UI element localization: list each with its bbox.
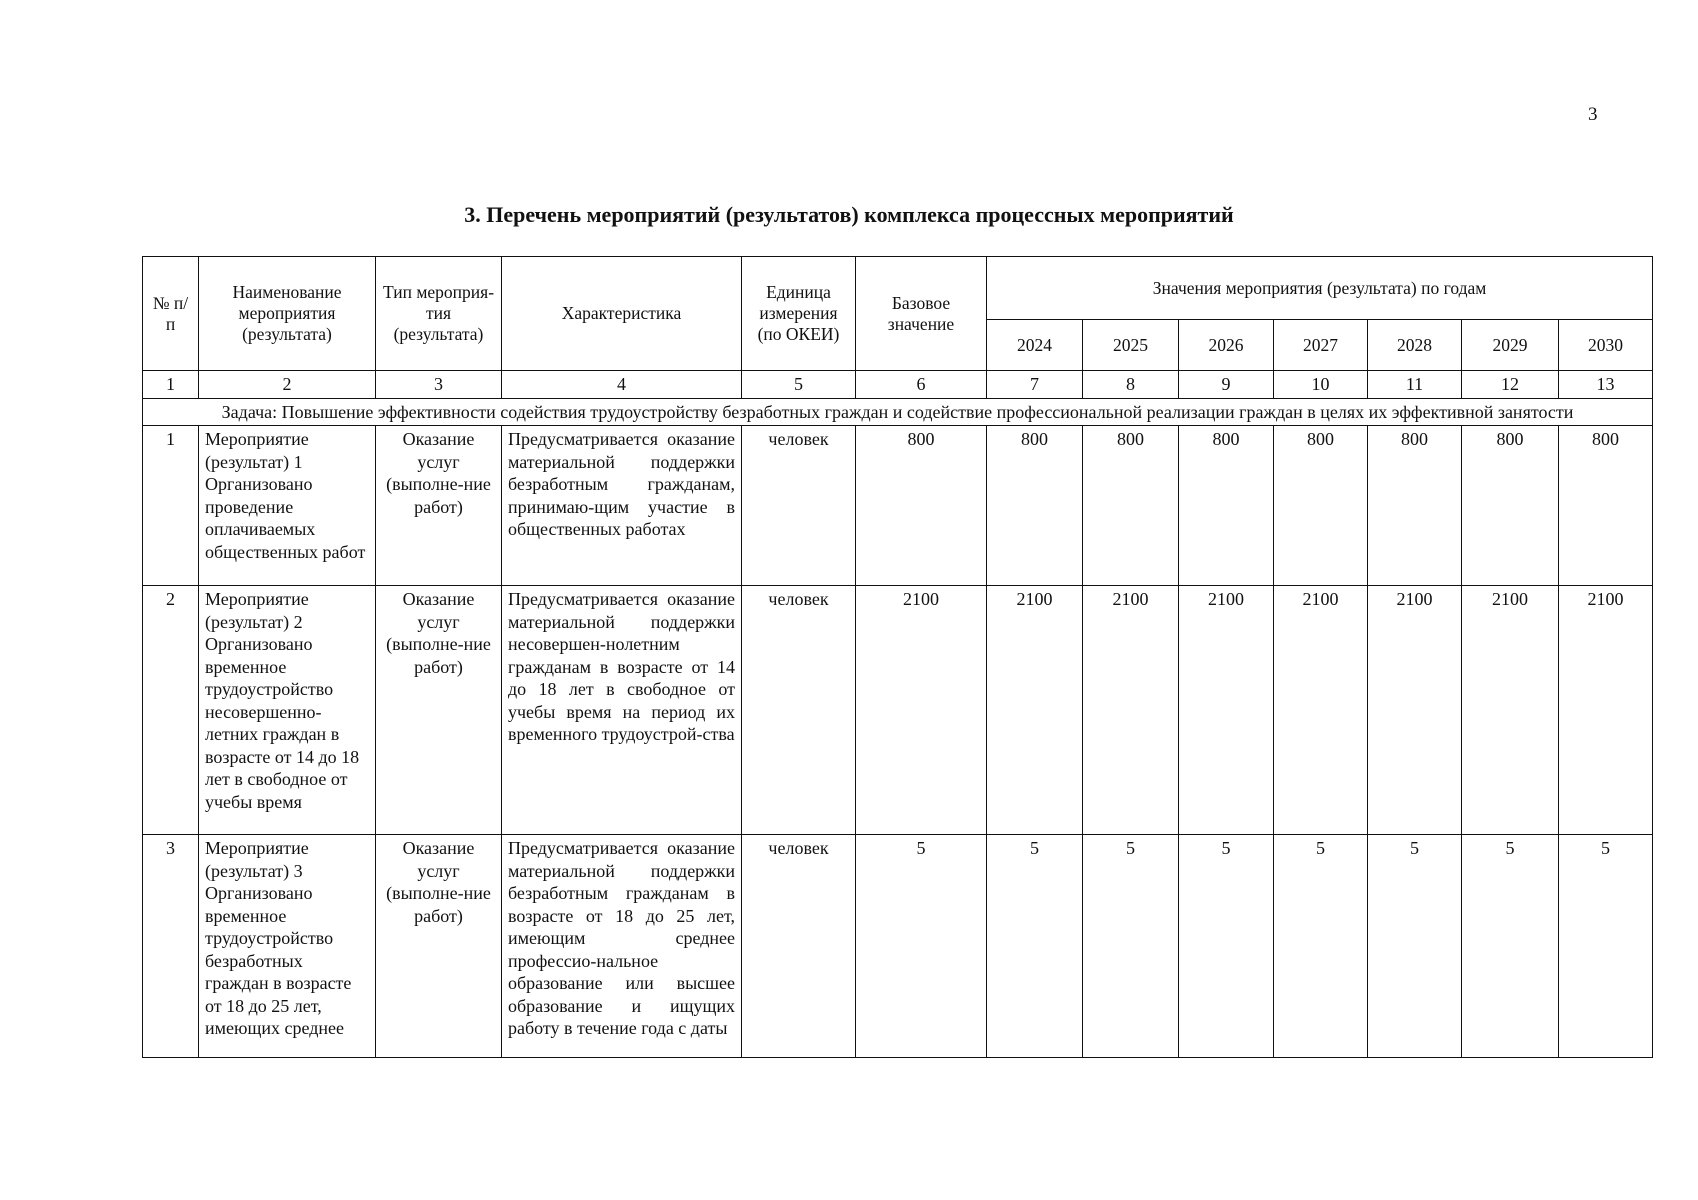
- row-year-value: 2100: [1559, 586, 1653, 835]
- column-number: 6: [856, 371, 987, 399]
- column-number: 2: [199, 371, 376, 399]
- header-base-value: Базовое значение: [856, 257, 987, 371]
- row-type: Оказание услуг (выполне-ние работ): [376, 586, 502, 835]
- row-description: Предусматривается оказание материальной поддержки безработным гражданам, принимаю-щим участие в общественных работах: [502, 426, 742, 586]
- column-number: 7: [987, 371, 1083, 399]
- column-number: 5: [742, 371, 856, 399]
- row-year-value: 800: [1559, 426, 1653, 586]
- row-year-value: 2100: [1368, 586, 1462, 835]
- row-unit: человек: [742, 586, 856, 835]
- column-number: 9: [1179, 371, 1274, 399]
- row-name: Мероприятие (результат) 2 Организовано временное трудоустройство несовершенно-летних граждан в возрасте от 14 до 18 лет в свободное от учебы время: [199, 586, 376, 835]
- header-years-group: Значения мероприятия (результата) по годам: [987, 257, 1653, 320]
- row-year-value: 2100: [987, 586, 1083, 835]
- column-number: 3: [376, 371, 502, 399]
- row-num: 2: [143, 586, 199, 835]
- row-base-value: 5: [856, 835, 987, 1058]
- task-row: [143, 399, 1653, 426]
- header-num: № п/п: [143, 257, 199, 371]
- row-year-value: 5: [1559, 835, 1653, 1058]
- column-number: 12: [1462, 371, 1559, 399]
- header-year: 2027: [1274, 320, 1368, 371]
- row-year-value: 800: [1368, 426, 1462, 586]
- row-year-value: 5: [987, 835, 1083, 1058]
- column-number: 13: [1559, 371, 1653, 399]
- page-number: 3: [1588, 104, 1598, 125]
- column-number: 1: [143, 371, 199, 399]
- header-type: Тип мероприя-тия (результата): [376, 257, 502, 371]
- column-number: 8: [1083, 371, 1179, 399]
- row-description: Предусматривается оказание материальной поддержки несовершен-нолетним гражданам в возрасте от 14 до 18 лет в свободное от учебы время на период их временного трудоустрой-ства: [502, 586, 742, 835]
- task-text: Задача: Повышение эффективности содействия трудоустройству безработных граждан и содействие профессиональной реализации граждан в целях их эффективной занятости: [143, 399, 1653, 426]
- row-num: 1: [143, 426, 199, 586]
- row-unit: человек: [742, 835, 856, 1058]
- row-base-value: 800: [856, 426, 987, 586]
- row-description: Предусматривается оказание материальной поддержки безработным гражданам в возрасте от 18 до 25 лет, имеющим среднее профессио-нальное образование или высшее образование и ищущих работу в течение года с даты: [502, 835, 742, 1058]
- row-name: Мероприятие (результат) 1 Организовано проведение оплачиваемых общественных работ: [199, 426, 376, 586]
- header-description: Характеристика: [502, 257, 742, 371]
- row-unit: человек: [742, 426, 856, 586]
- row-year-value: 5: [1462, 835, 1559, 1058]
- column-number: 10: [1274, 371, 1368, 399]
- header-year: 2029: [1462, 320, 1559, 371]
- row-year-value: 5: [1274, 835, 1368, 1058]
- row-type: Оказание услуг (выполне-ние работ): [376, 426, 502, 586]
- document-title: 3. Перечень мероприятий (результатов) комплекса процессных мероприятий: [464, 202, 1234, 227]
- header-year: 2030: [1559, 320, 1653, 371]
- row-year-value: 800: [1274, 426, 1368, 586]
- row-year-value: 2100: [1083, 586, 1179, 835]
- row-year-value: 2100: [1179, 586, 1274, 835]
- row-year-value: 800: [1083, 426, 1179, 586]
- header-name: Наименование мероприятия (результата): [199, 257, 376, 371]
- header-unit: Единица измерения (по ОКЕИ): [742, 257, 856, 371]
- header-year: 2028: [1368, 320, 1462, 371]
- row-year-value: 5: [1368, 835, 1462, 1058]
- column-number-row: [143, 371, 1653, 399]
- row-base-value: 2100: [856, 586, 987, 835]
- table-row: [143, 835, 1653, 1058]
- header-year: 2026: [1179, 320, 1274, 371]
- row-year-value: 2100: [1274, 586, 1368, 835]
- row-year-value: 800: [987, 426, 1083, 586]
- column-number: 11: [1368, 371, 1462, 399]
- row-num: 3: [143, 835, 199, 1058]
- header-year: 2024: [987, 320, 1083, 371]
- measures-table: [142, 256, 1653, 1058]
- table-row: [143, 586, 1653, 835]
- table-row: [143, 426, 1653, 586]
- row-year-value: 2100: [1462, 586, 1559, 835]
- row-type: Оказание услуг (выполне-ние работ): [376, 835, 502, 1058]
- column-number: 4: [502, 371, 742, 399]
- header-year: 2025: [1083, 320, 1179, 371]
- row-name: Мероприятие (результат) 3 Организовано временное трудоустройство безработных граждан в возрасте от 18 до 25 лет, имеющих среднее: [199, 835, 376, 1058]
- row-year-value: 5: [1179, 835, 1274, 1058]
- row-year-value: 5: [1083, 835, 1179, 1058]
- row-year-value: 800: [1179, 426, 1274, 586]
- row-year-value: 800: [1462, 426, 1559, 586]
